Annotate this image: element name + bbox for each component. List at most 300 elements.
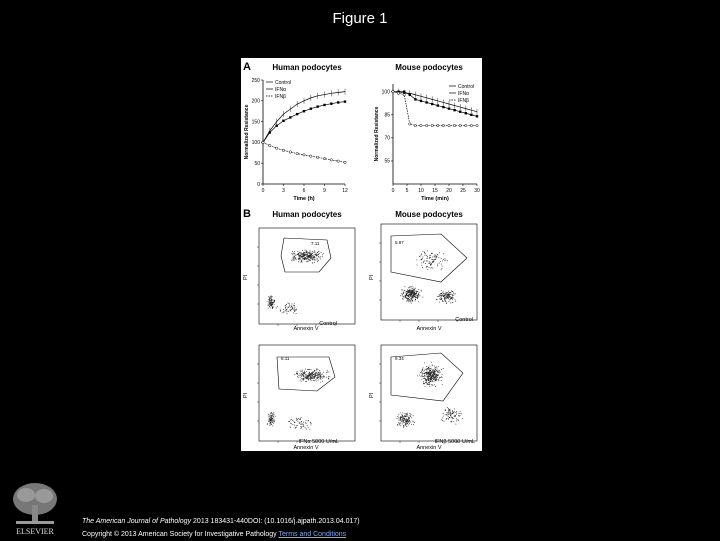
event-dot (448, 410, 449, 411)
event-dot (445, 297, 446, 298)
flow-human-ifn-xlabel: Annexin V (293, 445, 319, 451)
event-dot (293, 260, 294, 261)
event-dot (296, 425, 297, 426)
event-dot (411, 292, 412, 293)
event-dot (309, 376, 310, 377)
event-dot (421, 290, 422, 291)
event-dot (315, 375, 316, 376)
event-dot (406, 291, 407, 292)
event-dot (270, 416, 271, 417)
event-dot (423, 383, 424, 384)
event-dot (435, 376, 436, 377)
event-dot (450, 297, 451, 298)
event-dot (401, 294, 402, 295)
event-dot (413, 292, 414, 293)
event-dot (414, 296, 415, 297)
event-dot (311, 256, 312, 257)
event-dot (310, 257, 311, 258)
flow-mouse-control-label: Control (455, 317, 473, 323)
event-dot (410, 302, 411, 303)
event-dot (270, 305, 271, 306)
event-dot (428, 376, 429, 377)
event-dot (299, 419, 300, 420)
event-dot (301, 378, 302, 379)
event-dot (404, 415, 405, 416)
event-dot (441, 296, 442, 297)
event-dot (421, 263, 422, 264)
event-dot (304, 257, 305, 258)
flow-mouse-control-gate: 5.87 (395, 240, 404, 245)
series-line (263, 142, 345, 162)
event-dot (450, 294, 451, 295)
event-dot (305, 257, 306, 258)
event-dot (421, 379, 422, 380)
event-dot (327, 370, 328, 371)
event-dot (452, 410, 453, 411)
event-dot (446, 419, 447, 420)
event-dot (452, 294, 453, 295)
event-dot (299, 423, 300, 424)
event-dot (271, 299, 272, 300)
event-dot (429, 255, 430, 256)
event-dot (415, 299, 416, 300)
event-dot (271, 300, 272, 301)
event-dot (303, 426, 304, 427)
event-dot (429, 258, 430, 259)
event-dot (301, 381, 302, 382)
event-dot (430, 262, 431, 263)
event-dot (318, 369, 319, 370)
event-dot (293, 259, 294, 260)
terms-link[interactable]: Terms and Conditions (278, 531, 347, 538)
event-dot (410, 296, 411, 297)
event-dot (454, 294, 455, 295)
event-dot (302, 257, 303, 258)
event-dot (416, 292, 417, 293)
event-dot (313, 257, 314, 258)
event-dot (412, 296, 413, 297)
event-dot (280, 310, 281, 311)
event-dot (435, 379, 436, 380)
event-dot (294, 305, 295, 306)
event-dot (408, 425, 409, 426)
event-dot (442, 268, 443, 269)
event-dot (400, 413, 401, 414)
event-dot (407, 290, 408, 291)
event-dot (310, 260, 311, 261)
panel-a-human-title: Human podocytes (272, 63, 342, 72)
event-dot (421, 372, 422, 373)
event-dot (455, 294, 456, 295)
event-dot (441, 264, 442, 265)
event-dot (434, 255, 435, 256)
event-dot (300, 423, 301, 424)
event-dot (328, 376, 329, 377)
event-dot (415, 288, 416, 289)
event-dot (293, 305, 294, 306)
event-dot (273, 303, 274, 304)
event-dot (444, 299, 445, 300)
event-dot (307, 261, 308, 262)
event-dot (303, 372, 304, 373)
event-dot (308, 376, 309, 377)
event-dot (304, 379, 305, 380)
event-dot (437, 299, 438, 300)
event-dot (447, 292, 448, 293)
event-dot (409, 290, 410, 291)
event-dot (422, 257, 423, 258)
event-dot (451, 297, 452, 298)
event-dot (446, 303, 447, 304)
event-dot (441, 269, 442, 270)
event-dot (431, 375, 432, 376)
data-point (420, 124, 422, 126)
event-dot (444, 295, 445, 296)
event-dot (438, 366, 439, 367)
event-dot (274, 420, 275, 421)
event-dot (289, 304, 290, 305)
event-dot (461, 413, 462, 414)
event-dot (453, 295, 454, 296)
event-dot (438, 379, 439, 380)
x-tick-label: 30 (474, 188, 480, 194)
event-dot (310, 380, 311, 381)
event-dot (436, 370, 437, 371)
event-dot (317, 373, 318, 374)
data-point (330, 103, 332, 105)
event-dot (310, 250, 311, 251)
event-dot (289, 305, 290, 306)
event-dot (430, 255, 431, 256)
event-dot (432, 381, 433, 382)
event-dot (306, 420, 307, 421)
panel-b-human-title: Human podocytes (272, 210, 342, 219)
event-dot (283, 312, 284, 313)
event-dot (270, 296, 271, 297)
event-dot (292, 304, 293, 305)
event-dot (323, 372, 324, 373)
event-dot (416, 293, 417, 294)
event-dot (430, 378, 431, 379)
data-point (414, 98, 416, 100)
event-dot (449, 300, 450, 301)
x-tick-label: 5 (405, 188, 409, 194)
event-dot (320, 376, 321, 377)
event-dot (431, 253, 432, 254)
event-dot (429, 376, 430, 377)
data-point (403, 94, 405, 96)
x-tick-label: 12 (342, 188, 348, 194)
event-dot (300, 370, 301, 371)
event-dot (407, 419, 408, 420)
y-tick-label: 200 (251, 98, 260, 105)
event-dot (409, 418, 410, 419)
event-dot (409, 423, 410, 424)
event-dot (433, 260, 434, 261)
event-dot (408, 417, 409, 418)
event-dot (267, 301, 268, 302)
event-dot (273, 416, 274, 417)
event-dot (429, 369, 430, 370)
event-dot (320, 375, 321, 376)
event-dot (433, 372, 434, 373)
series-line (263, 102, 345, 143)
event-dot (411, 293, 412, 294)
event-dot (305, 372, 306, 373)
event-dot (432, 378, 433, 379)
event-dot (270, 425, 271, 426)
data-point (275, 125, 277, 127)
event-dot (405, 298, 406, 299)
event-dot (310, 256, 311, 257)
event-dot (308, 376, 309, 377)
event-dot (455, 416, 456, 417)
data-point (437, 124, 439, 126)
event-dot (434, 384, 435, 385)
event-dot (411, 289, 412, 290)
event-dot (410, 421, 411, 422)
event-dot (400, 420, 401, 421)
event-dot (308, 255, 309, 256)
event-dot (319, 376, 320, 377)
event-dot (270, 417, 271, 418)
event-dot (320, 257, 321, 258)
event-dot (304, 376, 305, 377)
data-point (425, 124, 427, 126)
event-dot (273, 307, 274, 308)
event-dot (315, 373, 316, 374)
event-dot (418, 297, 419, 298)
event-dot (411, 297, 412, 298)
data-point (269, 131, 271, 133)
event-dot (424, 373, 425, 374)
event-dot (270, 307, 271, 308)
event-dot (399, 417, 400, 418)
data-point (310, 108, 312, 110)
event-dot (406, 422, 407, 423)
event-dot (423, 371, 424, 372)
event-dot (402, 424, 403, 425)
data-point (282, 149, 284, 151)
event-dot (303, 374, 304, 375)
event-dot (307, 425, 308, 426)
event-dot (309, 257, 310, 258)
event-dot (445, 295, 446, 296)
event-dot (319, 370, 320, 371)
event-dot (428, 367, 429, 368)
event-dot (295, 257, 296, 258)
event-dot (314, 377, 315, 378)
data-point (442, 106, 444, 108)
panel-b-mouse-title: Mouse podocytes (395, 210, 463, 219)
event-dot (307, 377, 308, 378)
event-dot (413, 295, 414, 296)
event-dot (269, 415, 270, 416)
event-dot (438, 380, 439, 381)
event-dot (299, 259, 300, 260)
event-dot (451, 421, 452, 422)
event-dot (408, 292, 409, 293)
data-point (296, 152, 298, 154)
event-dot (271, 412, 272, 413)
event-dot (397, 418, 398, 419)
event-dot (328, 378, 329, 379)
flow-mouse-control-xlabel: Annexin V (416, 326, 442, 332)
event-dot (275, 416, 276, 417)
data-point (448, 107, 450, 109)
event-dot (425, 255, 426, 256)
event-dot (440, 297, 441, 298)
event-dot (430, 381, 431, 382)
event-dot (287, 309, 288, 310)
event-dot (294, 307, 295, 308)
x-tick-label: 0 (391, 188, 395, 194)
y-tick-label: 85 (384, 112, 390, 119)
event-dot (408, 301, 409, 302)
data-point (296, 113, 298, 115)
event-dot (310, 378, 311, 379)
event-dot (408, 298, 409, 299)
event-dot (397, 416, 398, 417)
event-dot (431, 377, 432, 378)
event-dot (322, 256, 323, 257)
event-dot (274, 304, 275, 305)
event-dot (316, 379, 317, 380)
event-dot (323, 377, 324, 378)
event-dot (409, 287, 410, 288)
event-dot (403, 299, 404, 300)
event-dot (425, 372, 426, 373)
event-dot (320, 259, 321, 260)
event-dot (400, 425, 401, 426)
event-dot (430, 372, 431, 373)
event-dot (408, 416, 409, 417)
event-dot (435, 259, 436, 260)
event-dot (298, 421, 299, 422)
event-dot (429, 371, 430, 372)
event-dot (408, 295, 409, 296)
data-point (262, 141, 264, 143)
event-dot (425, 381, 426, 382)
event-dot (307, 377, 308, 378)
event-dot (268, 417, 269, 418)
event-dot (415, 296, 416, 297)
flow-human-ifn-gate: 6.11 (281, 356, 290, 361)
copyright-line (82, 528, 360, 541)
event-dot (317, 368, 318, 369)
event-dot (405, 295, 406, 296)
event-dot (443, 368, 444, 369)
event-dot (422, 297, 423, 298)
event-dot (427, 258, 428, 259)
data-point (289, 151, 291, 153)
elsevier-logo (6, 479, 64, 537)
citation-block (82, 515, 360, 541)
event-dot (417, 376, 418, 377)
event-dot (269, 419, 270, 420)
data-point (392, 90, 394, 92)
event-dot (412, 301, 413, 302)
event-dot (403, 416, 404, 417)
event-dot (306, 259, 307, 260)
event-dot (311, 253, 312, 254)
event-dot (308, 252, 309, 253)
data-point (289, 116, 291, 118)
event-dot (404, 290, 405, 291)
event-dot (311, 369, 312, 370)
event-dot (302, 254, 303, 255)
x-tick-label: 6 (302, 188, 306, 194)
event-dot (306, 251, 307, 252)
event-dot (424, 375, 425, 376)
event-dot (437, 379, 438, 380)
event-dot (413, 415, 414, 416)
event-dot (300, 259, 301, 260)
x-tick-label: 3 (282, 188, 285, 194)
event-dot (300, 380, 301, 381)
event-dot (297, 374, 298, 375)
event-dot (427, 373, 428, 374)
event-dot (312, 259, 313, 260)
event-dot (312, 253, 313, 254)
event-dot (293, 257, 294, 258)
event-dot (405, 425, 406, 426)
event-dot (310, 255, 311, 256)
event-dot (450, 292, 451, 293)
data-point (476, 124, 478, 126)
event-dot (296, 258, 297, 259)
event-dot (424, 261, 425, 262)
event-dot (437, 254, 438, 255)
y-axis-label: Normalized Resistance (244, 104, 250, 160)
event-dot (322, 378, 323, 379)
event-dot (301, 426, 302, 427)
event-dot (435, 376, 436, 377)
event-dot (411, 417, 412, 418)
event-dot (416, 297, 417, 298)
event-dot (450, 417, 451, 418)
event-dot (405, 423, 406, 424)
event-dot (403, 421, 404, 422)
event-dot (433, 261, 434, 262)
event-dot (423, 251, 424, 252)
event-dot (427, 381, 428, 382)
event-dot (300, 375, 301, 376)
event-dot (422, 258, 423, 259)
event-dot (455, 300, 456, 301)
event-dot (272, 426, 273, 427)
event-dot (423, 378, 424, 379)
event-dot (414, 293, 415, 294)
event-dot (323, 376, 324, 377)
event-dot (301, 371, 302, 372)
event-dot (412, 298, 413, 299)
event-dot (291, 423, 292, 424)
event-dot (408, 292, 409, 293)
event-dot (408, 420, 409, 421)
event-dot (290, 420, 291, 421)
event-dot (326, 372, 327, 373)
event-dot (321, 376, 322, 377)
event-dot (280, 309, 281, 310)
data-point (437, 104, 439, 106)
event-dot (400, 295, 401, 296)
event-dot (413, 424, 414, 425)
event-dot (313, 256, 314, 257)
event-dot (443, 295, 444, 296)
event-dot (432, 370, 433, 371)
event-dot (410, 413, 411, 414)
